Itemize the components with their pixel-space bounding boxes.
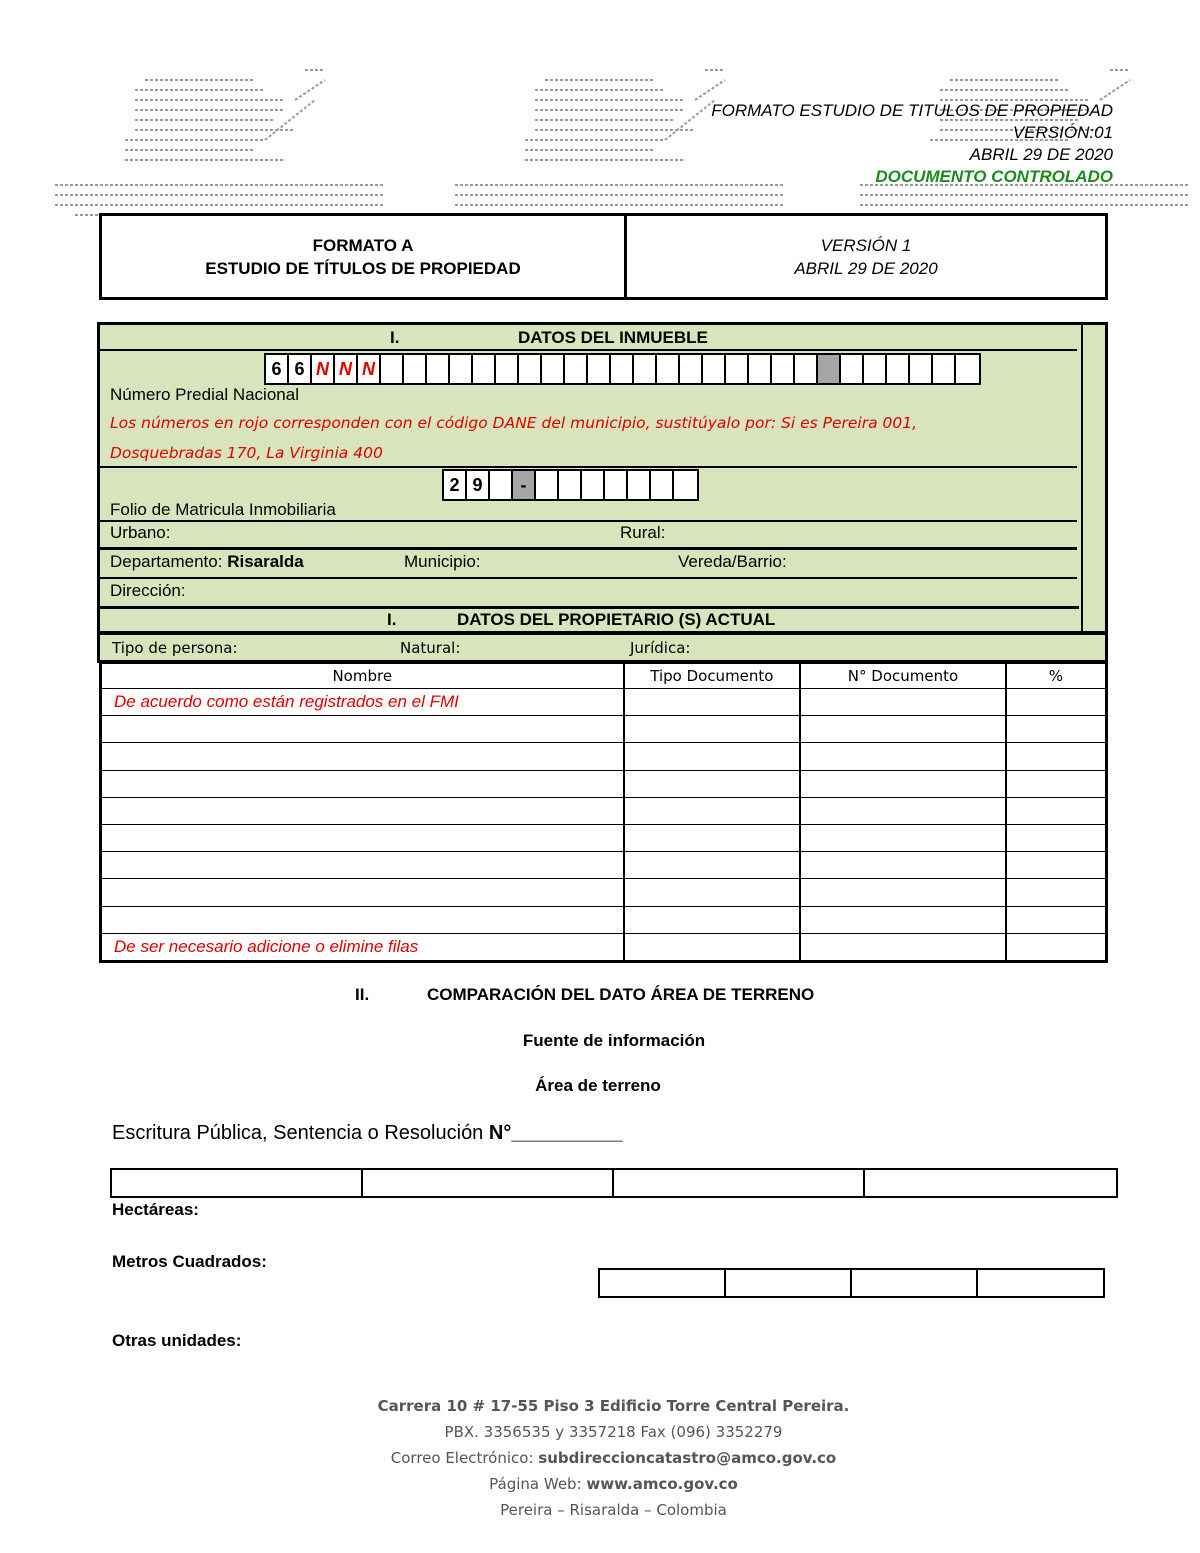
folio-cell[interactable] — [559, 471, 582, 499]
natural-field[interactable]: Natural: — [400, 639, 461, 657]
predial-cell[interactable] — [956, 355, 979, 383]
table-cell[interactable] — [101, 743, 624, 770]
predial-cell[interactable]: 6 — [266, 355, 289, 383]
folio-cell[interactable]: 9 — [467, 471, 490, 499]
table-cell[interactable] — [101, 906, 624, 933]
table-cell[interactable] — [1006, 852, 1107, 879]
predial-cell[interactable] — [933, 355, 956, 383]
table-cell[interactable] — [101, 797, 624, 824]
table-cell[interactable] — [1006, 824, 1107, 851]
stamp-controlled: DOCUMENTO CONTROLADO — [875, 167, 1113, 186]
header-title-box — [99, 213, 627, 300]
table-cell[interactable] — [1006, 797, 1107, 824]
footer — [0, 1393, 1200, 1523]
table-cell[interactable] — [624, 689, 801, 716]
municipio-field[interactable]: Municipio: — [404, 552, 481, 571]
predial-cell[interactable] — [542, 355, 565, 383]
col-porcentaje: % — [1006, 663, 1107, 689]
folio-cells[interactable] — [442, 469, 699, 501]
folio-cell[interactable] — [582, 471, 605, 499]
stamp-version: VERSIÓN:01 — [1012, 123, 1113, 142]
header-title-2: ESTUDIO DE TÍTULOS DE PROPIEDAD — [205, 258, 521, 278]
table-row[interactable] — [101, 770, 1107, 797]
hectareas-cell[interactable] — [865, 1170, 1116, 1196]
table-cell[interactable] — [101, 716, 624, 743]
predial-cell[interactable] — [818, 355, 841, 383]
folio-cell[interactable] — [651, 471, 674, 499]
table-row[interactable] — [101, 716, 1107, 743]
table-cell[interactable] — [800, 797, 1006, 824]
table-cell[interactable] — [800, 933, 1006, 961]
predial-cell[interactable] — [749, 355, 772, 383]
person-type-row — [97, 632, 1108, 663]
property-inner-rule — [1081, 325, 1083, 631]
table-cell[interactable] — [101, 824, 624, 851]
direccion-field[interactable]: Dirección: — [110, 581, 186, 600]
escritura-label: Escritura Pública, Sentencia o Resolución — [112, 1122, 489, 1144]
table-cell[interactable] — [624, 824, 801, 851]
predial-cell[interactable] — [657, 355, 680, 383]
area-heading: Área de terreno — [535, 1076, 661, 1095]
predial-cell[interactable] — [634, 355, 657, 383]
predial-cell[interactable] — [611, 355, 634, 383]
otras-unidades-label: Otras unidades: — [112, 1331, 242, 1350]
folio-cell[interactable] — [674, 471, 697, 499]
fuente-heading: Fuente de información — [522, 1031, 706, 1050]
section2-num: II. — [355, 985, 370, 1004]
table-row[interactable] — [101, 824, 1107, 851]
vereda-field[interactable]: Vereda/Barrio: — [678, 552, 787, 571]
property-heading: DATOS DEL INMUEBLE — [518, 328, 708, 347]
divider — [100, 349, 1077, 351]
table-cell[interactable] — [101, 770, 624, 797]
logo-watermark-left-graphic — [55, 60, 395, 220]
hectareas-cell[interactable] — [614, 1170, 865, 1196]
predial-cell[interactable] — [864, 355, 887, 383]
predial-cell[interactable] — [680, 355, 703, 383]
divider — [100, 520, 1077, 522]
predial-cell[interactable]: 6 — [289, 355, 312, 383]
stamp-title: FORMATO ESTUDIO DE TITULOS DE PROPIEDAD — [711, 101, 1113, 120]
escritura-field[interactable] — [112, 1122, 623, 1145]
table-cell[interactable] — [624, 797, 801, 824]
footer-email-label: Correo Electrónico: — [390, 1449, 539, 1467]
predial-cell[interactable] — [588, 355, 611, 383]
property-section — [97, 322, 1108, 634]
col-nombre: Nombre — [101, 663, 624, 689]
predial-cell[interactable] — [473, 355, 496, 383]
departamento-value: Risaralda — [227, 552, 304, 571]
predial-note-line-1: Los números en rojo corresponden con el código DANE del municipio, sustitúyalo por: Si es Pereira 001, — [110, 414, 918, 432]
metros-cell[interactable] — [852, 1270, 978, 1296]
rural-field[interactable]: Rural: — [620, 523, 666, 542]
table-cell[interactable] — [800, 879, 1006, 906]
footer-address — [0, 1393, 1200, 1419]
folio-cell[interactable] — [605, 471, 628, 499]
table-cell[interactable] — [1006, 879, 1107, 906]
owner-heading-num: I. — [387, 610, 397, 629]
table-cell[interactable] — [1006, 770, 1107, 797]
divider — [100, 547, 1077, 550]
divider — [100, 606, 1079, 609]
table-row[interactable] — [101, 879, 1107, 906]
divider — [100, 466, 1077, 468]
metros-cells[interactable] — [598, 1268, 1105, 1298]
table-cell[interactable] — [800, 824, 1006, 851]
footer-web-label: Página Web: — [489, 1475, 587, 1493]
metros-cell[interactable] — [600, 1270, 726, 1296]
owners-table-header — [101, 663, 1107, 689]
folio-cell[interactable] — [536, 471, 559, 499]
col-numero-documento: N° Documento — [800, 663, 1006, 689]
owners-table — [99, 661, 1108, 963]
table-cell[interactable] — [800, 770, 1006, 797]
section2-heading: COMPARACIÓN DEL DATO ÁREA DE TERRENO — [427, 985, 815, 1004]
header-version: VERSIÓN 1 — [820, 235, 912, 255]
departamento-label: Departamento: — [110, 552, 228, 571]
table-row[interactable] — [101, 906, 1107, 933]
hectareas-cell[interactable] — [363, 1170, 614, 1196]
escritura-number: N°__________ — [488, 1122, 623, 1144]
table-cell[interactable] — [101, 879, 624, 906]
table-cell[interactable] — [624, 716, 801, 743]
table-cell[interactable] — [800, 906, 1006, 933]
predial-cell[interactable] — [795, 355, 818, 383]
table-cell[interactable] — [800, 716, 1006, 743]
table-cell[interactable] — [800, 852, 1006, 879]
table-cell[interactable] — [624, 743, 801, 770]
control-stamp — [711, 100, 1113, 188]
table-row[interactable] — [101, 797, 1107, 824]
juridica-field[interactable]: Jurídica: — [630, 639, 691, 657]
table-cell[interactable] — [1006, 933, 1107, 961]
predial-cell[interactable]: N — [312, 355, 335, 383]
metros-label: Metros Cuadrados: — [112, 1252, 267, 1271]
logo-watermark-left — [55, 60, 395, 220]
table-cell[interactable] — [624, 852, 801, 879]
last-row-note: De ser necesario adicione o elimine filas — [101, 933, 624, 961]
footer-web-line — [0, 1471, 1200, 1497]
predial-cell[interactable] — [841, 355, 864, 383]
metros-cell[interactable] — [978, 1270, 1103, 1296]
footer-phone: PBX. 3356535 y 3357218 Fax (096) 3352279 — [444, 1423, 783, 1441]
table-cell[interactable] — [800, 689, 1006, 716]
predial-cell[interactable] — [404, 355, 427, 383]
footer-city: Pereira – Risaralda – Colombia — [500, 1501, 727, 1519]
table-cell[interactable] — [1006, 716, 1107, 743]
header-version-box — [624, 213, 1108, 300]
predial-cell[interactable] — [887, 355, 910, 383]
departamento-field[interactable] — [110, 552, 304, 572]
table-cell[interactable] — [1006, 689, 1107, 716]
table-row[interactable] — [101, 852, 1107, 879]
table-cell[interactable] — [624, 879, 801, 906]
folio-cell[interactable] — [628, 471, 651, 499]
predial-label: Número Predial Nacional — [110, 385, 299, 404]
footer-web-link[interactable]: www.amco.gov.co — [586, 1475, 738, 1493]
predial-cell[interactable] — [726, 355, 749, 383]
hectareas-label: Hectáreas: — [112, 1200, 199, 1219]
predial-cell[interactable] — [910, 355, 933, 383]
predial-cell[interactable] — [565, 355, 588, 383]
predial-number-cells[interactable] — [264, 353, 981, 385]
predial-cell[interactable] — [519, 355, 542, 383]
predial-cell[interactable] — [427, 355, 450, 383]
table-row[interactable] — [101, 689, 1107, 716]
first-row-note: De acuerdo como están registrados en el FMI — [101, 689, 624, 716]
table-row[interactable] — [101, 743, 1107, 770]
predial-note-line-2: Dosquebradas 170, La Virginia 400 — [110, 444, 383, 462]
predial-cell[interactable] — [703, 355, 726, 383]
property-heading-num: I. — [390, 328, 400, 347]
hectareas-cell[interactable] — [112, 1170, 363, 1196]
table-cell[interactable] — [624, 906, 801, 933]
footer-address-text: Carrera 10 # 17-55 Piso 3 Edificio Torre Central Pereira. — [377, 1397, 850, 1415]
col-tipo-documento: Tipo Documento — [624, 663, 801, 689]
predial-cell[interactable] — [496, 355, 519, 383]
predial-cell[interactable] — [772, 355, 795, 383]
table-row[interactable] — [101, 933, 1107, 961]
predial-cell[interactable] — [381, 355, 404, 383]
metros-cell[interactable] — [726, 1270, 852, 1296]
predial-cell[interactable]: N — [358, 355, 381, 383]
table-cell[interactable] — [624, 770, 801, 797]
table-cell[interactable] — [624, 933, 801, 961]
table-cell[interactable] — [800, 743, 1006, 770]
footer-email-line — [0, 1445, 1200, 1471]
folio-cell[interactable] — [490, 471, 513, 499]
tipo-persona-label: Tipo de persona: — [112, 639, 238, 657]
table-cell[interactable] — [1006, 743, 1107, 770]
predial-cell[interactable]: N — [335, 355, 358, 383]
stamp-date: ABRIL 29 DE 2020 — [969, 145, 1113, 164]
table-cell[interactable] — [1006, 906, 1107, 933]
folio-cell[interactable]: 2 — [444, 471, 467, 499]
owner-heading: DATOS DEL PROPIETARIO (S) ACTUAL — [457, 610, 776, 629]
header-title-1: FORMATO A — [312, 235, 414, 255]
hectareas-cells[interactable] — [110, 1168, 1118, 1198]
folio-cell[interactable]: - — [513, 471, 536, 499]
urbano-field[interactable]: Urbano: — [110, 523, 171, 542]
header-date: ABRIL 29 DE 2020 — [794, 258, 938, 278]
footer-email-link[interactable]: subdireccioncatastro@amco.gov.co — [538, 1449, 837, 1467]
table-cell[interactable] — [101, 852, 624, 879]
folio-label: Folio de Matricula Inmobiliaria — [110, 500, 336, 519]
predial-cell[interactable] — [450, 355, 473, 383]
divider — [100, 577, 1077, 579]
